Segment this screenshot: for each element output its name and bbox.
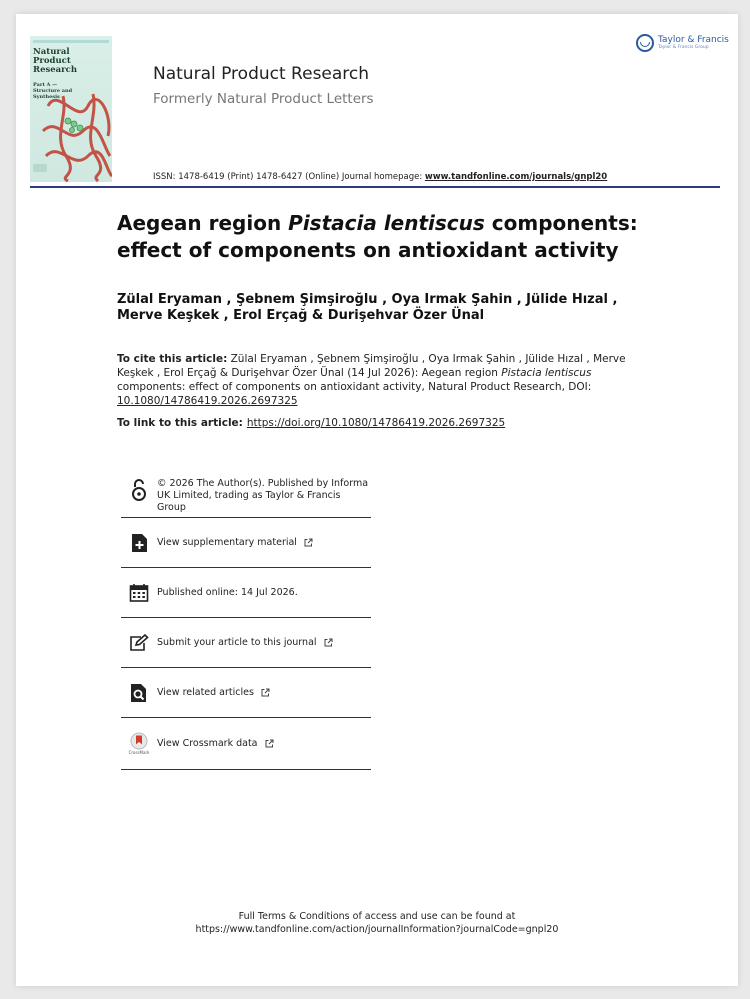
crossmark-row[interactable]: [121, 718, 371, 770]
citation-block: [117, 352, 637, 408]
article-link-line: [117, 417, 505, 429]
submit-row[interactable]: [121, 618, 371, 668]
cover-subtitle: Part A — Structure and Synthesis: [33, 82, 73, 100]
cite-label: To cite this article:: [117, 353, 228, 365]
publisher-logo-subtext: Taylor & Francis Group: [658, 44, 709, 50]
article-title-species: Pistacia lentiscus: [288, 211, 485, 235]
supplementary-link[interactable]: View supplementary material: [157, 536, 297, 548]
external-link-icon: [304, 538, 313, 547]
terms-footer: [16, 910, 738, 936]
link-label: To link to this article:: [117, 417, 243, 429]
article-info-list: [121, 472, 371, 770]
publisher-logo: [636, 34, 729, 52]
terms-url-link[interactable]: https://www.tandfonline.com/action/journalInformation?journalCode=gnpl20: [195, 924, 559, 935]
cover-top-strip: [33, 40, 109, 43]
article-title-part: components: effect of components on antioxidant activity: [117, 211, 638, 262]
published-date-text: Published online: 14 Jul 2026.: [157, 586, 298, 598]
external-link-icon: [324, 638, 333, 647]
cover-title: Natural Product Research: [33, 47, 78, 75]
publisher-logo-text: Taylor & Francis: [658, 34, 729, 45]
submit-article-link[interactable]: Submit your article to this journal: [157, 636, 317, 648]
journal-title[interactable]: Natural Product Research: [153, 64, 370, 84]
crossmark-badge-text: CrossMark: [128, 750, 150, 755]
article-title-part: Aegean region: [117, 211, 289, 235]
issn-text: ISSN: 1478-6419 (Print) 1478-6427 (Online) Journal homepage:: [153, 172, 425, 182]
cite-species: Pistacia lentiscus: [501, 367, 592, 379]
cite-text: Zülal Eryaman , Şebnem Şimşiroğlu , Oya Irmak Şahin , Jülide Hızal , Merve Keşkek , Erol Erçağ & Durişehvar Özer Ünal (14 Jul 2026): Aegean region: [117, 353, 626, 379]
crossmark-link[interactable]: View Crossmark data: [157, 737, 258, 749]
related-search-icon: [121, 683, 157, 703]
article-title: [117, 210, 677, 264]
article-doi-link[interactable]: https://doi.org/10.1080/14786419.2026.2697325: [246, 417, 506, 429]
supplementary-row[interactable]: [121, 518, 371, 568]
title-page: [16, 14, 738, 986]
edit-icon: [121, 634, 157, 652]
published-row: [121, 568, 371, 618]
cite-doi-link[interactable]: 10.1080/14786419.2026.2697325: [117, 395, 298, 407]
header-divider: [30, 186, 720, 188]
crossmark-icon: [121, 732, 157, 755]
open-access-row: [121, 472, 371, 518]
cite-text: components: effect of components on antioxidant activity, Natural Product Research, DOI:: [117, 381, 592, 393]
terms-line: Full Terms & Conditions of access and use can be found at: [238, 911, 516, 922]
issn-line: [153, 172, 607, 182]
related-articles-link[interactable]: View related articles: [157, 686, 254, 698]
supplementary-file-icon: [121, 533, 157, 553]
license-text: © 2026 The Author(s). Published by Informa UK Limited, trading as Taylor & Francis Group: [157, 478, 369, 513]
protein-structure-illustration: [38, 86, 112, 182]
journal-homepage-link[interactable]: www.tandfonline.com/journals/gnpl20: [424, 172, 608, 182]
calendar-icon: [121, 583, 157, 603]
journal-subtitle: Formerly Natural Product Letters: [153, 91, 374, 107]
taylor-francis-logo-icon: [636, 34, 654, 52]
external-link-icon: [261, 688, 270, 697]
related-row[interactable]: [121, 668, 371, 718]
external-link-icon: [265, 739, 274, 748]
author-list: Zülal Eryaman , Şebnem Şimşiroğlu , Oya Irmak Şahin , Jülide Hızal , Merve Keşkek , Erol Erçağ & Durişehvar Özer Ünal: [117, 292, 618, 323]
journal-cover-image: [30, 36, 112, 182]
open-access-icon: [121, 478, 157, 502]
cover-publisher-logo: [33, 164, 47, 172]
